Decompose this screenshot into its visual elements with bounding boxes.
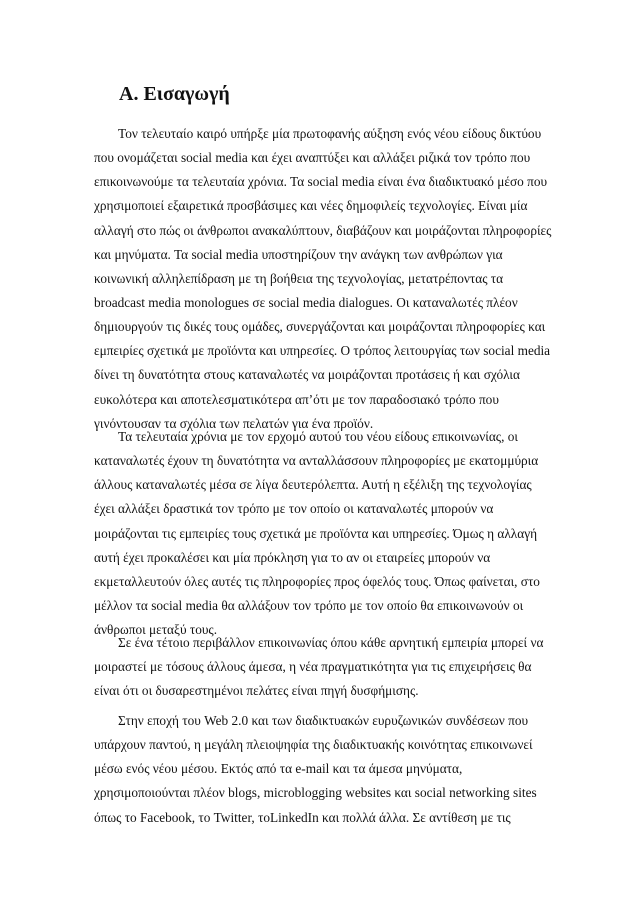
paragraph-1 xyxy=(94,122,551,436)
paragraph-2 xyxy=(94,425,540,642)
paragraph-line: αυτή έχει προκαλέσει και μία πρόκληση για το αν οι εταιρείες μπορούν να xyxy=(94,549,491,565)
paragraph-line: δημιουργούν τις δικές τους ομάδες, συνεργάζονται και μοιράζονται πληροφορίες και xyxy=(94,319,546,335)
paragraph-line: υπάρχουν παντού, η μεγάλη πλειοψηφία της διαδικτυακής κοινότητας επικοινωνεί xyxy=(94,737,533,753)
paragraph-line: αλλαγή στο πώς οι άνθρωποι ανακαλύπτουν, διαβάζουν και μοιράζονται πληροφορίες xyxy=(94,222,552,238)
paragraph-line: επικοινωνούμε τα τελευταία χρόνια. Τα social media είναι ένα διαδικτυακό μέσο που xyxy=(94,174,548,190)
paragraph-line: δίνει τη δυνατότητα στους καταναλωτές να μοιράζονται προτάσεις ή και σχόλια xyxy=(94,367,520,383)
paragraph-line: μοιραστεί με τόσους άλλους άμεσα, η νέα πραγματικότητα για τις επιχειρήσεις θα xyxy=(94,659,532,675)
paragraph-line: άλλους καταναλωτές μέσα σε λίγα δευτερόλεπτα. Αυτή η εξέλιξη της τεχνολογίας xyxy=(94,477,532,493)
paragraph-line: Τα τελευταία χρόνια με τον ερχομό αυτού του νέου είδους επικοινωνίας, οι xyxy=(118,429,518,444)
paragraph-line: εκμεταλλευτούν όλες αυτές τις πληροφορίες προς όφελός τους. Όπως φαίνεται, στο xyxy=(94,573,540,589)
paragraph-line: Στην εποχή του Web 2.0 και των διαδικτυακών ευρυζωνικών συνδέσεων που xyxy=(118,713,529,728)
paragraph-line: γινόντουσαν τα σχόλια των πελατών για ένα προϊόν. xyxy=(94,415,374,431)
paragraph-line: έχει αλλάξει δραστικά τον τρόπο με τον οποίο οι καταναλωτές μπορούν να xyxy=(94,501,494,517)
paragraph-line: μέλλον τα social media θα αλλάξουν τον τρόπο με τον οποίο θα επικοινωνούν οι xyxy=(94,597,524,613)
paragraph-line: χρησιμοποιούνται πλέον blogs, microblogging websites και social networking sites xyxy=(94,785,537,801)
section-heading: Α. Εισαγωγή xyxy=(119,83,230,105)
paragraph-line: μέσω ενός νέου μέσου. Εκτός από τα e-mail και τα άμεσα μηνύματα, xyxy=(94,761,463,777)
paragraph-line: χρησιμοποιεί εξαιρετικά προσβάσιμες και νέες δημοφιλείς τεχνολογίες. Είναι μία xyxy=(94,198,528,214)
paragraph-line: άνθρωποι μεταξύ τους. xyxy=(94,622,218,638)
paragraph-line: καταναλωτές έχουν τη δυνατότητα να ανταλλάσσουν πληροφορίες με εκατομμύρια xyxy=(94,453,539,469)
paragraph-line: Σε ένα τέτοιο περιβάλλον επικοινωνίας όπου κάθε αρνητική εμπειρία μπορεί να xyxy=(118,635,544,650)
paragraph-line: Τον τελευταίο καιρό υπήρξε μία πρωτοφανής αύξηση ενός νέου είδους δικτύου xyxy=(118,126,542,141)
paragraph-line: εμπειρίες σχετικά με προϊόντα και υπηρεσίες. Ο τρόπος λειτουργίας των social media xyxy=(94,343,551,359)
paragraph-3 xyxy=(94,631,543,703)
paragraph-line: ευκολότερα και αποτελεσματικότερα απ’ότι με τον παραδοσιακό τρόπο που xyxy=(94,391,499,407)
paragraph-line: κοινωνική αλληλεπίδραση με τη βοήθεια της τεχνολογίας, μετατρέποντας τα xyxy=(94,270,504,286)
paragraph-line: που ονομάζεται social media και έχει αναπτύξει και αλλάξει ριζικά τον τρόπο που xyxy=(94,150,531,166)
paragraph-line: broadcast media monologues σε social media dialogues. Οι καταναλωτές πλέον xyxy=(94,294,518,310)
paragraph-line: και μηνύματα. Τα social media υποστηρίζουν την ανάγκη των ανθρώπων για xyxy=(94,246,503,262)
paragraph-4 xyxy=(94,709,537,830)
paragraph-line: είναι ότι οι δυσαρεστημένοι πελάτες είναι πηγή δυσφήμισης. xyxy=(94,683,419,699)
paragraph-line: όπως το Facebook, το Twitter, τοLinkedIn και πολλά άλλα. Σε αντίθεση με τις xyxy=(94,809,511,825)
paragraph-line: μοιράζονται τις εμπειρίες τους σχετικά με προϊόντα και υπηρεσίες. Όμως η αλλαγή xyxy=(94,525,538,541)
